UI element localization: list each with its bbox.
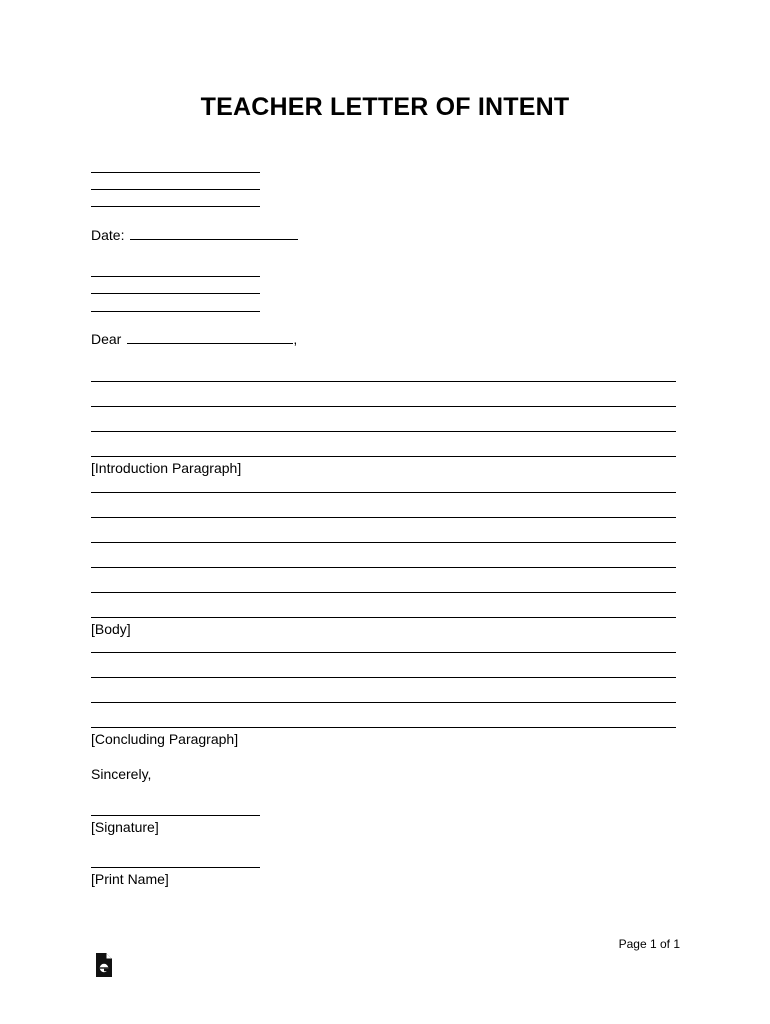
concluding-line-4[interactable] [91, 727, 676, 728]
date-field[interactable] [130, 227, 298, 240]
body-line-4[interactable] [91, 567, 676, 568]
intro-line-1[interactable] [91, 381, 676, 382]
page-number: Page 1 of 1 [618, 937, 680, 951]
print-name-label: [Print Name] [91, 871, 169, 887]
body-line-3[interactable] [91, 542, 676, 543]
date-row [91, 227, 298, 243]
concluding-placeholder: [Concluding Paragraph] [91, 731, 239, 747]
salutation-comma: , [293, 331, 298, 347]
intro-line-4[interactable] [91, 456, 676, 457]
date-label: Date: [91, 227, 125, 243]
document-e-icon [94, 952, 114, 978]
sender-address-line-1[interactable] [91, 172, 260, 173]
intro-line-3[interactable] [91, 431, 676, 432]
recipient-name-field[interactable] [127, 331, 293, 344]
print-name-line[interactable] [91, 867, 260, 868]
signature-label: [Signature] [91, 819, 159, 835]
concluding-line-1[interactable] [91, 652, 676, 653]
concluding-line-2[interactable] [91, 677, 676, 678]
sender-address-line-2[interactable] [91, 189, 260, 190]
body-line-1[interactable] [91, 492, 676, 493]
intro-line-2[interactable] [91, 406, 676, 407]
body-placeholder: [Body] [91, 621, 131, 637]
salutation-prefix: Dear [91, 331, 122, 347]
signature-line[interactable] [91, 815, 260, 816]
recipient-address-line-3[interactable] [91, 311, 260, 312]
recipient-address-line-2[interactable] [91, 293, 260, 294]
closing-text: Sincerely, [91, 766, 152, 782]
body-line-6[interactable] [91, 617, 676, 618]
document-title: TEACHER LETTER OF INTENT [200, 93, 570, 121]
body-line-2[interactable] [91, 517, 676, 518]
sender-address-line-3[interactable] [91, 206, 260, 207]
introduction-placeholder: [Introduction Paragraph] [91, 460, 242, 476]
salutation-row [91, 331, 297, 347]
body-line-5[interactable] [91, 592, 676, 593]
concluding-line-3[interactable] [91, 702, 676, 703]
recipient-address-line-1[interactable] [91, 276, 260, 277]
